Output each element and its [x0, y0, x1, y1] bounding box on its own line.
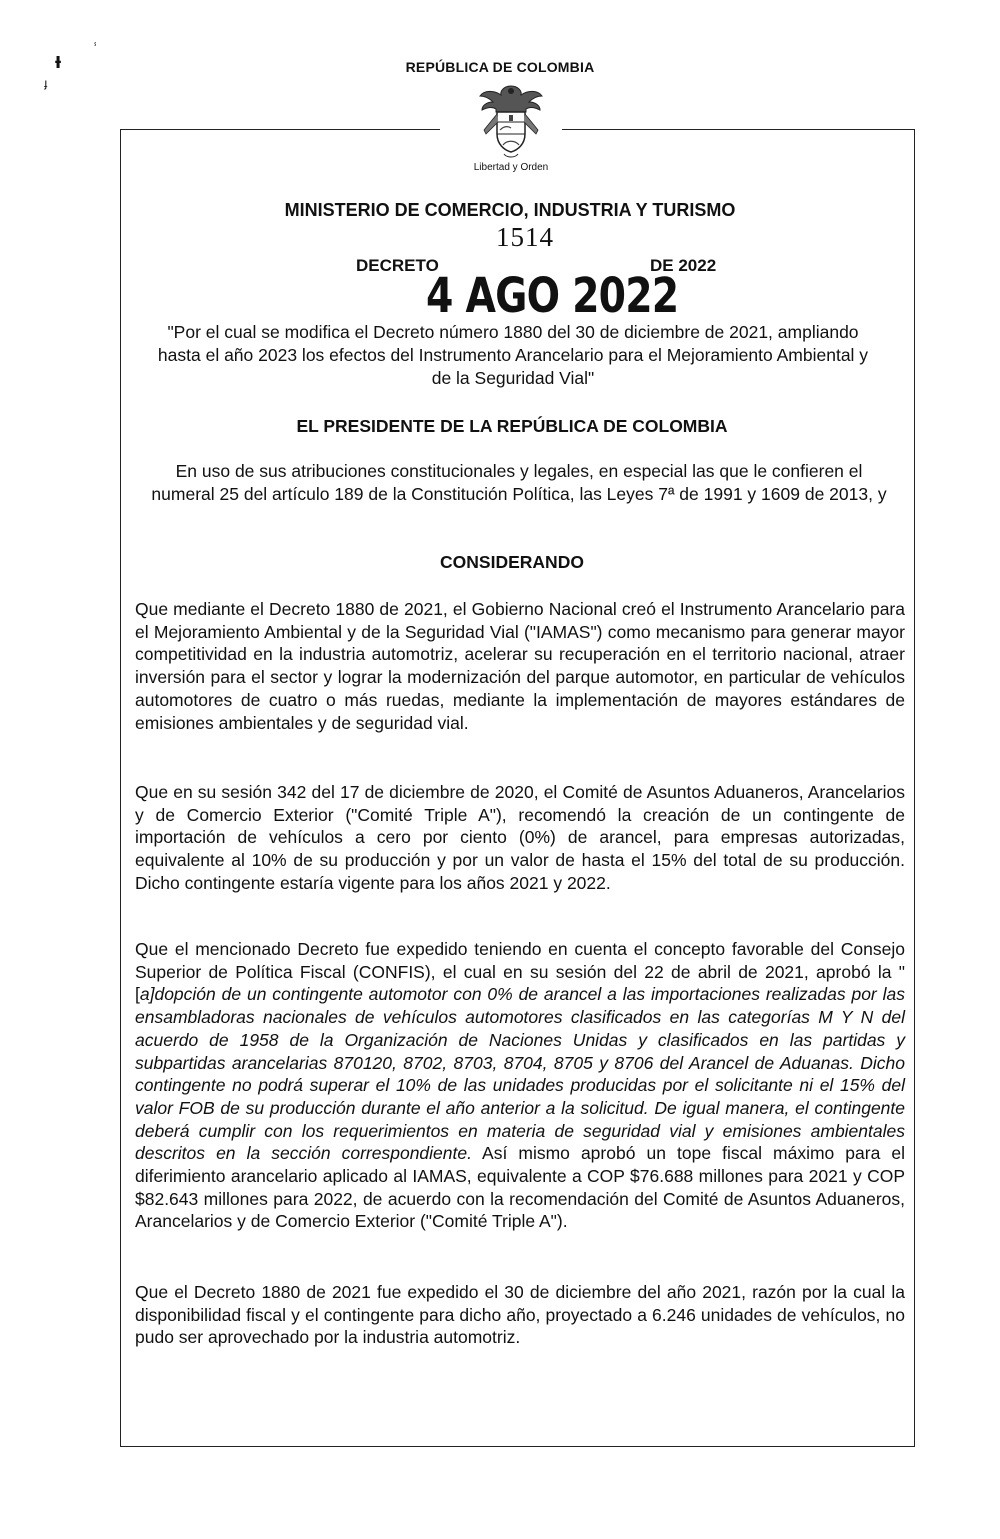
decree-label: DECRETO: [356, 256, 439, 275]
paragraph-3-intro: Que el mencionado Decreto fue expedido teniendo en cuenta el concepto favorable del Consejo Superior de Política Fiscal (CONFIS), el cual en su sesión del 22 de abril de 2021, aprobó la "[: [135, 939, 905, 1005]
preamble: En uso de sus atribuciones constitucionales y legales, en especial las que le confieren el numeral 25 del artículo 189 de la Constitución Política, las Leyes 7ª de 1991 y 1609 de 2013, y: [151, 461, 887, 504]
decree-title: "Por el cual se modifica el Decreto número 1880 del 30 de diciembre de 2021, ampliando hasta el año 2023 los efectos del Instrumento Arancelario para el Mejoramiento Ambiental y de la Seguridad Vial": [157, 322, 869, 388]
paragraph-3-rest: Así mismo aprobó un tope fiscal máximo para el diferimiento arancelario aplicado al IAMAS, equivalente a COP $76.688 millones para 2021 y COP $82.643 millones para 2022, de acuerdo con la recomendación del Comité de Asuntos Aduaneros, Arancelarios y de Comercio Exterior ("Comité Triple A").: [135, 1143, 905, 1232]
colombia-coat-of-arms-icon: [476, 82, 546, 162]
paragraph-4: Que el Decreto 1880 de 2021 fue expedido el 30 de diciembre del año 2021, razón por la cual la disponibilidad fiscal y el contingente para dicho año, proyectado a 6.246 unidades de vehículos, no pudo ser aprovechado por la industria automotriz.: [135, 1282, 905, 1348]
section-heading: CONSIDERANDO: [440, 552, 584, 572]
margin-mark: ɟ: [44, 76, 48, 90]
paragraph-2: Que en su sesión 342 del 17 de diciembre de 2020, el Comité de Asuntos Aduaneros, Arancelarios y de Comercio Exterior ("Comité Triple A"), recomendó la creación de un contingente de importación de vehículos a cero por ciento (0%) de arancel, para empresas autorizadas, equivalente al 10% de su producción y por un valor de hasta el 15% del total de su producción. Dicho contingente estaría vigente para los años 2021 y 2022.: [135, 782, 905, 893]
paragraph-3: [135, 938, 905, 1233]
authority-heading: EL PRESIDENTE DE LA REPÚBLICA DE COLOMBIA: [296, 416, 728, 436]
paragraph-3-bracket: a: [139, 984, 150, 1005]
national-motto: Libertad y Orden: [473, 162, 549, 173]
ministry-name: MINISTERIO DE COMERCIO, INDUSTRIA Y TURISMO: [284, 200, 736, 220]
paragraph-1: Que mediante el Decreto 1880 de 2021, el Gobierno Nacional creó el Instrumento Arancelario para el Mejoramiento Ambiental y de la Seguridad Vial ("IAMAS") como mecanismo para generar mayor competitividad en la industria automotriz, acelerar su recuperación en el territorio nacional, atraer inversión para el sector y lograr la modernización del parque automotor, en particular de vehículos automotores de cuatro o más ruedas, mediante la implementación de mayores estándares de emisiones ambientales y de seguridad vial.: [135, 599, 905, 733]
date-stamp: 4 AGO 2022: [426, 268, 679, 324]
decree-year-label: DE 2022: [650, 256, 717, 275]
margin-mark: ⸯ: [92, 44, 99, 56]
decree-number: 1514: [496, 222, 554, 252]
paragraph-3-quote: ]dopción de un contingente automotor con 0% de arancel a las importaciones realizadas por las ensambladoras nacionales de vehículos automotores clasificados en las categorías M Y N del acuerdo de 1958 de la Organización de Naciones Unidas y clasificados en las partidas y subpartidas arancelarias 870120, 8702, 8703, 8704, 8705 y 8706 del Arancel de Aduanas. Dicho contingente no podrá superar el 10% de las unidades producidas por el solicitante ni el 15% del valor FOB de su producción durante el año anterior a la solicitud. De igual manera, el contingente deberá cumplir con los requerimientos en materia de seguridad vial y emisiones ambientales descritos en la sección correspondiente.: [135, 984, 905, 1164]
country-header: REPÚBLICA DE COLOMBIA: [405, 59, 595, 75]
margin-mark: ᵼ: [55, 48, 62, 73]
